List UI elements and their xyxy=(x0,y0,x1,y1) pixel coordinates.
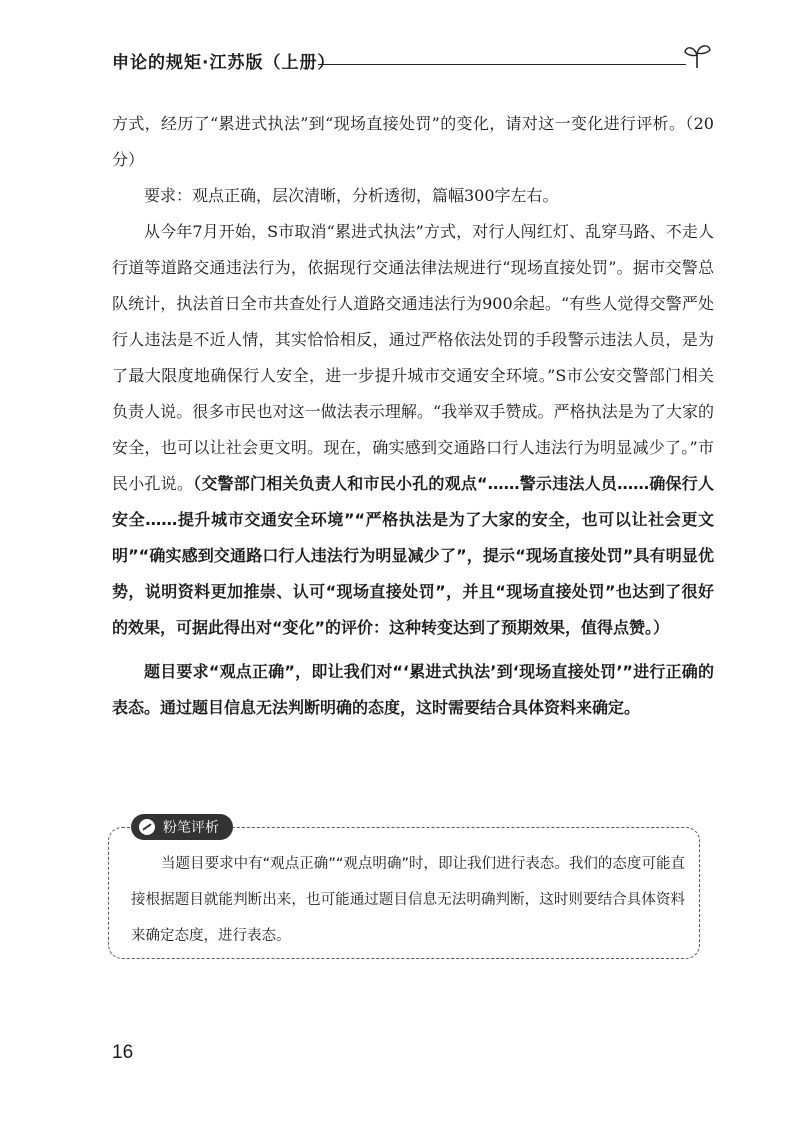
book-title: 申论的规矩·江苏版（上册） xyxy=(112,53,336,73)
tip-text: 当题目要求中有“观点正确”“观点明确”时，即让我们进行表态。我们的态度可能直接根据题目就能判断出来，也可能通过题目信息无法明确判断，这时则要结合具体资料来确定态度，进行表态。 xyxy=(131,856,685,944)
requirement-text: 要求：观点正确，层次清晰，分析透彻，篇幅300字左右。 xyxy=(144,186,559,205)
page-header xyxy=(112,42,712,76)
sprout-icon xyxy=(682,40,712,70)
chalk-icon xyxy=(139,819,155,835)
main-content xyxy=(112,106,714,726)
question-text: 方式，经历了“累进式执法”到“现场直接处罚”的变化，请对这一变化进行评析。（20分） xyxy=(112,114,714,169)
header-rule xyxy=(318,64,686,65)
tip-tag xyxy=(131,814,233,840)
material-paragraph xyxy=(112,214,714,646)
tip-box xyxy=(108,820,700,959)
analysis-note: （交警部门相关负责人和市民小孔的观点“……警示违法人员……确保行人安全……提升城市交通安全环境”“严格执法是为了大家的安全，也可以让社会更文明”“确实感到交通路口行人违法行为明显减少了”，提示“现场直接处罚”具有明显优势，说明资料更加推崇、认可“现场直接处罚”，并且“现场直接处罚”也达到了很好的效果，可据此得出对“变化”的评价：这种转变达到了预期效果，值得点赞。） xyxy=(112,474,714,637)
page-number: 16 xyxy=(112,1042,134,1063)
tip-tag-label: 粉笔评析 xyxy=(163,820,219,836)
conclusion-paragraph: 题目要求“观点正确”，即让我们对“‘累进式执法’到‘现场直接处罚’”进行正确的表态。通过题目信息无法判断明确的态度，这时需要结合具体资料来确定。 xyxy=(112,662,714,717)
material-text: 从今年7月开始，S市取消“累进式执法”方式，对行人闯红灯、乱穿马路、不走人行道等道路交通违法行为，依据现行交通法律法规进行“现场直接处罚”。据市交警总队统计，执法首日全市共查处行人道路交通违法行为900余起。“有些人觉得交警严处行人违法是不近人情，其实恰恰相反，通过严格依法处罚的手段警示违法人员，是为了最大限度地确保行人安全，进一步提升城市交通安全环境。”S市公安交警部门相关负责人说。很多市民也对这一做法表示理解。“我举双手赞成。严格执法是为了大家的安全，也可以让社会更文明。现在，确实感到交通路口行人违法行为明显减少了。”市民小孔说。 xyxy=(112,222,714,493)
